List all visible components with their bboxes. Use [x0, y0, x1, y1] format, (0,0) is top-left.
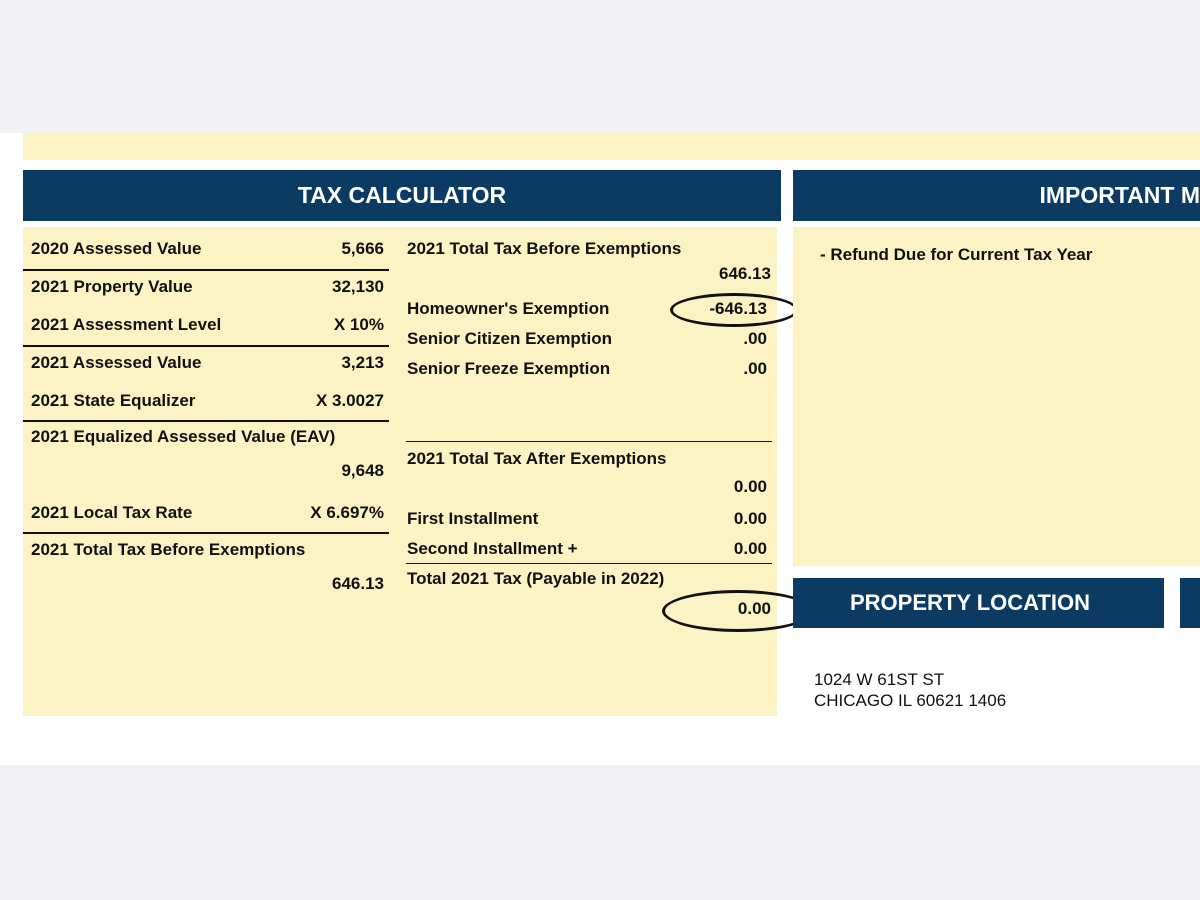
- state-equalizer-label: 2021 State Equalizer: [31, 391, 196, 410]
- property-location-title: PROPERTY LOCATION: [850, 590, 1090, 615]
- homeowner-exemption-value: -646.13: [709, 299, 767, 318]
- assessed-value-2020-label: 2020 Assessed Value: [31, 239, 202, 258]
- divider: [23, 420, 389, 422]
- divider: [406, 563, 772, 564]
- senior-citizen-exemption-value: .00: [743, 329, 767, 348]
- homeowner-exemption-circle: [670, 293, 798, 327]
- address-line-2: CHICAGO IL 60621 1406: [814, 691, 1007, 710]
- important-messages-title: IMPORTANT M: [1039, 182, 1200, 208]
- local-tax-rate-value: X 6.697%: [310, 503, 384, 522]
- total-payable-value: 0.00: [737, 599, 771, 618]
- assessed-value-2021-value: 3,213: [341, 353, 384, 372]
- total-payable-circle: [662, 590, 814, 632]
- total-after-exemptions-label: 2021 Total Tax After Exemptions: [407, 449, 667, 468]
- tax-bill-document: [0, 133, 1200, 765]
- top-strip: [23, 133, 1200, 160]
- adjacent-header: [1180, 578, 1200, 628]
- assessment-level-label: 2021 Assessment Level: [31, 315, 222, 334]
- total-before-exemptions-value-left: 646.13: [332, 574, 384, 593]
- important-message-item: - Refund Due for Current Tax Year: [820, 245, 1093, 264]
- property-location-header: [793, 578, 1164, 628]
- homeowner-exemption-label: Homeowner's Exemption: [407, 299, 610, 318]
- assessment-level-value: X 10%: [333, 315, 384, 334]
- second-installment-value: 0.00: [733, 539, 767, 558]
- property-address: [814, 669, 1006, 711]
- total-before-exemptions-value: 646.13: [719, 264, 771, 283]
- eav-value: 9,648: [341, 461, 384, 480]
- divider: [23, 345, 389, 347]
- property-value-value: 32,130: [332, 277, 384, 296]
- tax-calculator-panel: [23, 227, 777, 716]
- senior-freeze-exemption-label: Senior Freeze Exemption: [407, 359, 611, 378]
- tax-calculator-header: [23, 170, 781, 221]
- eav-label: 2021 Equalized Assessed Value (EAV): [31, 427, 336, 446]
- total-before-exemptions-label-left: 2021 Total Tax Before Exemptions: [31, 540, 306, 559]
- first-installment-value: 0.00: [733, 509, 767, 528]
- important-messages-header: [793, 170, 1200, 221]
- divider: [23, 532, 389, 534]
- assessed-value-2020-value: 5,666: [341, 239, 384, 258]
- second-installment-label: Second Installment +: [407, 539, 578, 558]
- senior-citizen-exemption-label: Senior Citizen Exemption: [407, 329, 612, 348]
- tax-calculator-title: TAX CALCULATOR: [297, 182, 507, 208]
- divider: [23, 269, 389, 271]
- address-line-1: 1024 W 61ST ST: [814, 670, 945, 689]
- total-after-exemptions-value: 0.00: [733, 477, 767, 496]
- divider: [406, 441, 772, 442]
- assessed-value-2021-label: 2021 Assessed Value: [31, 353, 202, 372]
- first-installment-label: First Installment: [407, 509, 539, 528]
- total-payable-label: Total 2021 Tax (Payable in 2022): [407, 569, 665, 588]
- property-value-label: 2021 Property Value: [31, 277, 193, 296]
- local-tax-rate-label: 2021 Local Tax Rate: [31, 503, 193, 522]
- total-before-exemptions-label: 2021 Total Tax Before Exemptions: [407, 239, 682, 258]
- state-equalizer-value: X 3.0027: [315, 391, 384, 410]
- important-messages-panel: [793, 227, 1200, 566]
- senior-freeze-exemption-value: .00: [743, 359, 767, 378]
